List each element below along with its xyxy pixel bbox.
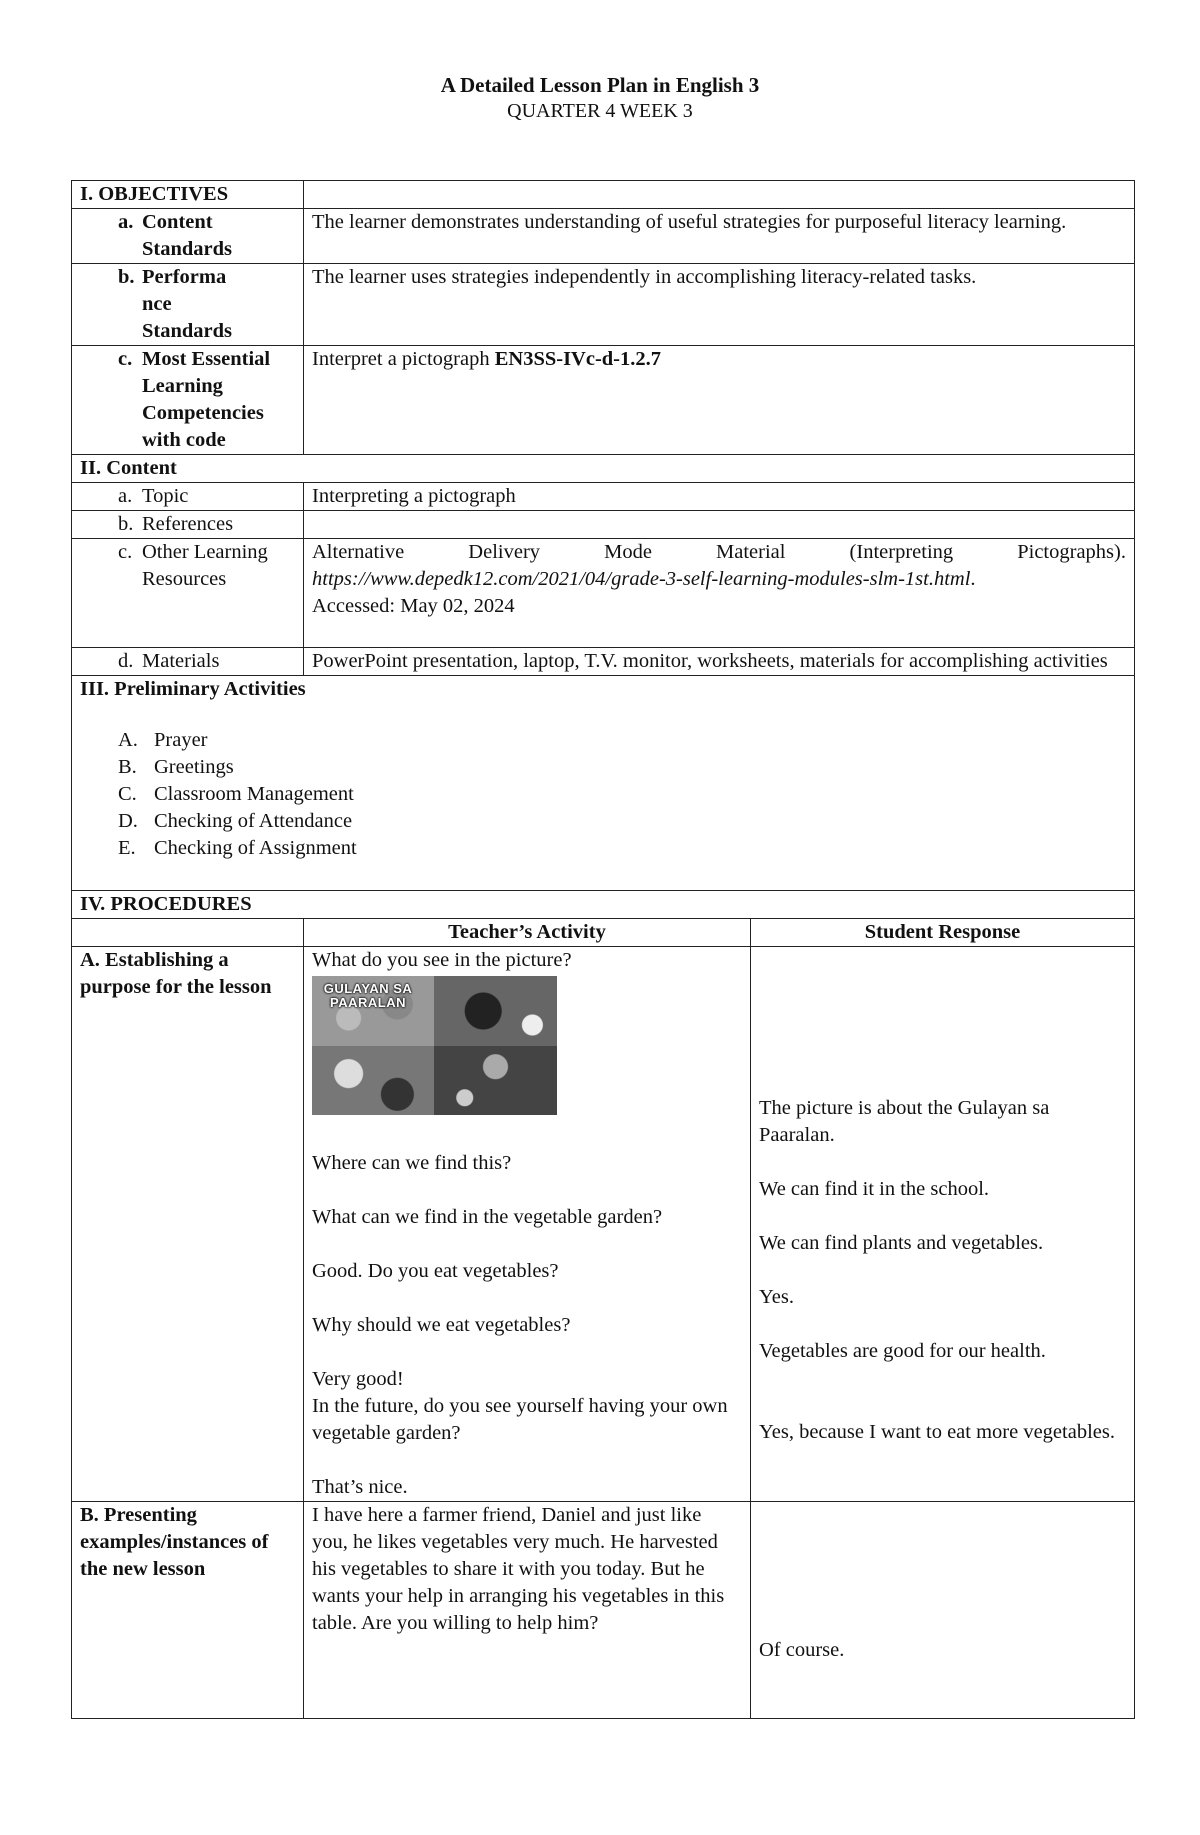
other-resources-label: c. Other Learning Resources [72, 539, 304, 648]
materials-label: d. Materials [72, 648, 304, 676]
preliminary-cell [72, 676, 1135, 891]
melc-code: EN3SS-IVc-d-1.2.7 [494, 348, 662, 370]
section-a-teacher: What do you see in the picture? GULAYAN SA PAARALAN Where can we find this? What can we find in the vegetable garden? Good. Do you eat vegetables? Why should we eat vegetables? Very good! In the future, do you see yourself having your own vegetable garden? That’s nice. [304, 947, 751, 1502]
preliminary-heading: III. Preliminary Activities [80, 678, 306, 700]
topic-row [72, 483, 1135, 511]
gulayan-sa-paaralan-image [312, 976, 557, 1115]
preliminary-list [80, 727, 1126, 862]
content-heading: II. Content [72, 455, 1135, 483]
objectives-heading-blank [304, 181, 1135, 209]
melc-value: Interpret a pictograph EN3SS-IVc-d-1.2.7 [304, 346, 1135, 455]
list-item: E. Checking of Assignment [118, 837, 357, 859]
procedures-heading: IV. PROCEDURES [72, 891, 1135, 919]
document-title: A Detailed Lesson Plan in English 3 [440, 73, 760, 97]
content-standards-label: a. Content Standards [72, 209, 304, 264]
lesson-plan-table [71, 180, 1135, 1719]
document-header [0, 72, 1200, 124]
section-a-label: A. Establishing a purpose for the lesson [72, 947, 304, 1502]
section-b-label: B. Presenting examples/instances of the new lesson [72, 1502, 304, 1719]
procedures-blank-header [72, 919, 304, 947]
section-b-student: Of course. [751, 1502, 1135, 1719]
list-item: B. Greetings [118, 756, 234, 778]
other-resources-row [72, 539, 1135, 648]
references-row [72, 511, 1135, 539]
melc-row [72, 346, 1135, 455]
melc-label: c. Most Essential Learning Competencies with code [72, 346, 304, 455]
teacher-activity-header: Teacher’s Activity [304, 919, 751, 947]
section-b-teacher: I have here a farmer friend, Daniel and just like you, he likes vegetables very much. He harvested his vegetables to share it with you today. But he wants your help in arranging his vegetables in this table. Are you willing to help him? [304, 1502, 751, 1719]
procedures-header-row [72, 891, 1135, 919]
objectives-heading: I. OBJECTIVES [72, 181, 304, 209]
document-subtitle: QUARTER 4 WEEK 3 [507, 100, 693, 122]
performance-standards-value: The learner uses strategies independently in accomplishing literacy-related tasks. [304, 264, 1135, 346]
list-item: C. Classroom Management [118, 783, 354, 805]
materials-value: PowerPoint presentation, laptop, T.V. monitor, worksheets, materials for accomplishing activities [304, 648, 1135, 676]
image-caption: GULAYAN SA PAARALAN [323, 981, 413, 1010]
list-item: D. Checking of Attendance [118, 810, 353, 832]
resource-accessed: Accessed: May 02, 2024 [312, 595, 515, 617]
topic-value: Interpreting a pictograph [304, 483, 1135, 511]
procedures-columns-row [72, 919, 1135, 947]
references-label: b. References [72, 511, 304, 539]
list-item: A. Prayer [118, 729, 208, 751]
performance-standards-row [72, 264, 1135, 346]
content-standards-row [72, 209, 1135, 264]
materials-row [72, 648, 1135, 676]
performance-standards-label: b. Performa nce Standards [72, 264, 304, 346]
section-a-student: The picture is about the Gulayan sa Paaralan. We can find it in the school. We can find plants and vegetables. Yes. Vegetables are good for our health. Yes, because I want to eat more vegetables. [751, 947, 1135, 1502]
resource-url[interactable]: https://www.depedk12.com/2021/04/grade-3-self-learning-modules-slm-1st.html [312, 568, 971, 590]
content-standards-value: The learner demonstrates understanding of useful strategies for purposeful literacy learning. [304, 209, 1135, 264]
section-a-row [72, 947, 1135, 1502]
preliminary-row [72, 676, 1135, 891]
other-resources-value: Alternative Delivery Mode Material (Interpreting Pictographs). https://www.depedk12.com/2021/04/grade-3-self-learning-modules-slm-1st.html. Accessed: May 02, 2024 [304, 539, 1135, 648]
section-b-row [72, 1502, 1135, 1719]
topic-label: a. Topic [72, 483, 304, 511]
other-resources-line1: Alternative Delivery Mode Material (Interpreting Pictographs). [312, 541, 1126, 563]
references-value [304, 511, 1135, 539]
objectives-header-row [72, 181, 1135, 209]
student-response-header: Student Response [751, 919, 1135, 947]
content-header-row [72, 455, 1135, 483]
